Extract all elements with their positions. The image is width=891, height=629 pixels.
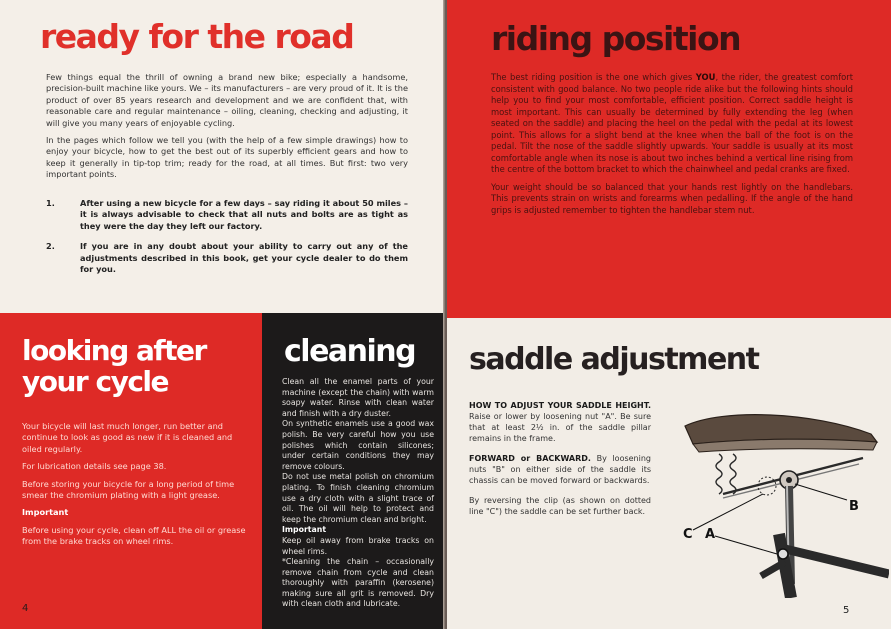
forward-backward-text: By loosening nuts "B" on either side of the saddle its chassis can be moved forward or backwards. [469, 454, 651, 485]
list-item [46, 198, 408, 232]
label-a: A [705, 527, 716, 542]
cleaning-paragraph: On synthetic enamels use a good wax polish. Be very careful how you use polishes which contain silicones; under certain conditions they may remove colours. [282, 419, 434, 471]
looking-after-text [22, 421, 250, 554]
title-riding-position: riding position [491, 19, 741, 58]
cleaning-text [282, 377, 434, 610]
left-page [0, 0, 445, 629]
title-cleaning: cleaning [284, 334, 416, 369]
title-line-1: looking after [22, 334, 206, 367]
looking-paragraph: Before storing your bicycle for a long period of time smear the chromium plating with a light grease. [22, 478, 235, 501]
label-c: C [683, 527, 693, 542]
cleaning-paragraph: Clean all the enamel parts of your machine (except the chain) with warm soapy water. Rinse with clean water and finish with a dry duster. [282, 377, 434, 418]
important-heading: Important [282, 525, 327, 535]
riding-text-you: YOU [695, 72, 716, 82]
riding-paragraph-2: Your weight should be so balanced that your hands rest lightly on the handlebars. This prevents strain on wrists and forearms when pedalling. If the angle of the hand grips is adjusted remember to tighten the handlebar stem nut. [491, 181, 853, 215]
title-line-2: your cycle [22, 365, 169, 398]
page-number-right: 5 [843, 605, 850, 616]
intro-paragraph-2: In the pages which follow we tell you (with the help of a few simple drawings) how to enjoy your bicycle, how to get the best out of its superbly efficient gears and how to keep it generally in tip-top trim; ready for the road, at all times. But first: two very important points. [46, 135, 408, 180]
right-page [447, 0, 891, 629]
title-looking-after [22, 335, 252, 397]
riding-text-b: , the rider, the greatest comfort consistent with good balance. No two people ride alike but the following hints should help you to find your most comfortable, efficient position. Correct saddle height is most important. This can usually be determined by fully extending the leg (when seated on the saddle) and placing the heel on the pedal with the pedal at its lowest point. This allows for a slight bend at the knee when the ball of the foot is on the pedal. Tilt the nose of the saddle slightly upwards. Your saddle is usually at its most comfortable angle when its nose is about two inches behind a vertical line rising from the centre of the bottom bracket to which the chainwheel and pedal cranks are fixed. [491, 72, 854, 174]
cleaning-panel [262, 313, 443, 629]
saddle-springs [716, 454, 736, 494]
forward-backward-heading: FORWARD or BACKWARD. [469, 454, 591, 463]
cleaning-paragraph: Do not use metal polish on chromium plating. To finish cleaning chromium use a dry cloth with a slight trace of oil. The oil will help to protect and keep the chromium clean and bright. [282, 472, 434, 524]
intro-text [46, 72, 408, 187]
riding-position-text [491, 72, 853, 222]
saddle-height-heading: HOW TO ADJUST YOUR SADDLE HEIGHT. [469, 401, 651, 410]
title-saddle-adjustment: saddle adjustment [469, 342, 759, 377]
cleaning-paragraph: Keep oil away from brake tracks on wheel rims. [282, 535, 434, 556]
saddle-adjustment-text [469, 400, 651, 526]
forward-backward-paragraph [469, 453, 651, 486]
cleaning-paragraph: *Cleaning the chain – occasionally remove chain from cycle and clean thoroughly with paraffin (kerosene) making sure all grit is removed. Dry with clean cloth and lubricate. [282, 557, 434, 609]
leader-line-c [693, 494, 763, 530]
looking-paragraph: For lubrication details see page 38. [22, 461, 167, 472]
important-heading: Important [22, 507, 69, 518]
leader-line-a [715, 536, 777, 554]
list-text: If you are in any doubt about your ability to carry out any of the adjustments described in this book, get your cycle dealer to do them for you. [80, 241, 408, 275]
saddle-height-paragraph [469, 400, 651, 444]
intro-paragraph-1: Few things equal the thrill of owning a brand new bike; especially a handsome, precision-built machine like yours. We – its manufacturers – are very proud of it. It is the product of over 85 years research and development and we are confident that, with reasonable care and regular maintenance – oiling, cleaning, checking and adjusting, it will give you many years of enjoyable cycling. [46, 72, 408, 128]
clip-nut-b [786, 477, 792, 483]
clip-paragraph: By reversing the clip (as shown on dotted line "C") the saddle can be set further back. [469, 496, 651, 516]
looking-paragraph: Before using your cycle, clean off ALL the oil or grease from the brake tracks on wheel rims. [22, 524, 246, 547]
list-item [46, 241, 408, 275]
label-b: B [849, 499, 859, 514]
riding-position-panel [447, 0, 891, 318]
list-number: 1. [46, 198, 55, 208]
list-number: 2. [46, 241, 55, 252]
leader-line-b [795, 484, 847, 500]
list-text: After using a new bicycle for a few days – say riding it about 50 miles – it is always advisable to check that all nuts and bolts are as tight as they were the day they left our factory. [80, 198, 408, 231]
looking-paragraph: Your bicycle will last much longer, run better and continue to look as good as new if it is cleaned and oiled regularly. [22, 421, 233, 454]
page-number-left: 4 [22, 603, 29, 614]
saddle-height-text: Raise or lower by loosening nut "A". Be sure that at least 2½ in. of the saddle pillar remains in the frame. [469, 412, 651, 443]
title-ready-for-the-road: ready for the road [40, 17, 354, 56]
top-tube [781, 548, 889, 574]
important-points-list [46, 198, 408, 284]
riding-text-a: The best riding position is the one which gives [491, 72, 696, 82]
looking-after-panel [0, 313, 262, 629]
saddle-diagram [663, 398, 889, 598]
seat-bolt-nut-a [778, 549, 788, 559]
riding-paragraph-1 [491, 72, 853, 176]
